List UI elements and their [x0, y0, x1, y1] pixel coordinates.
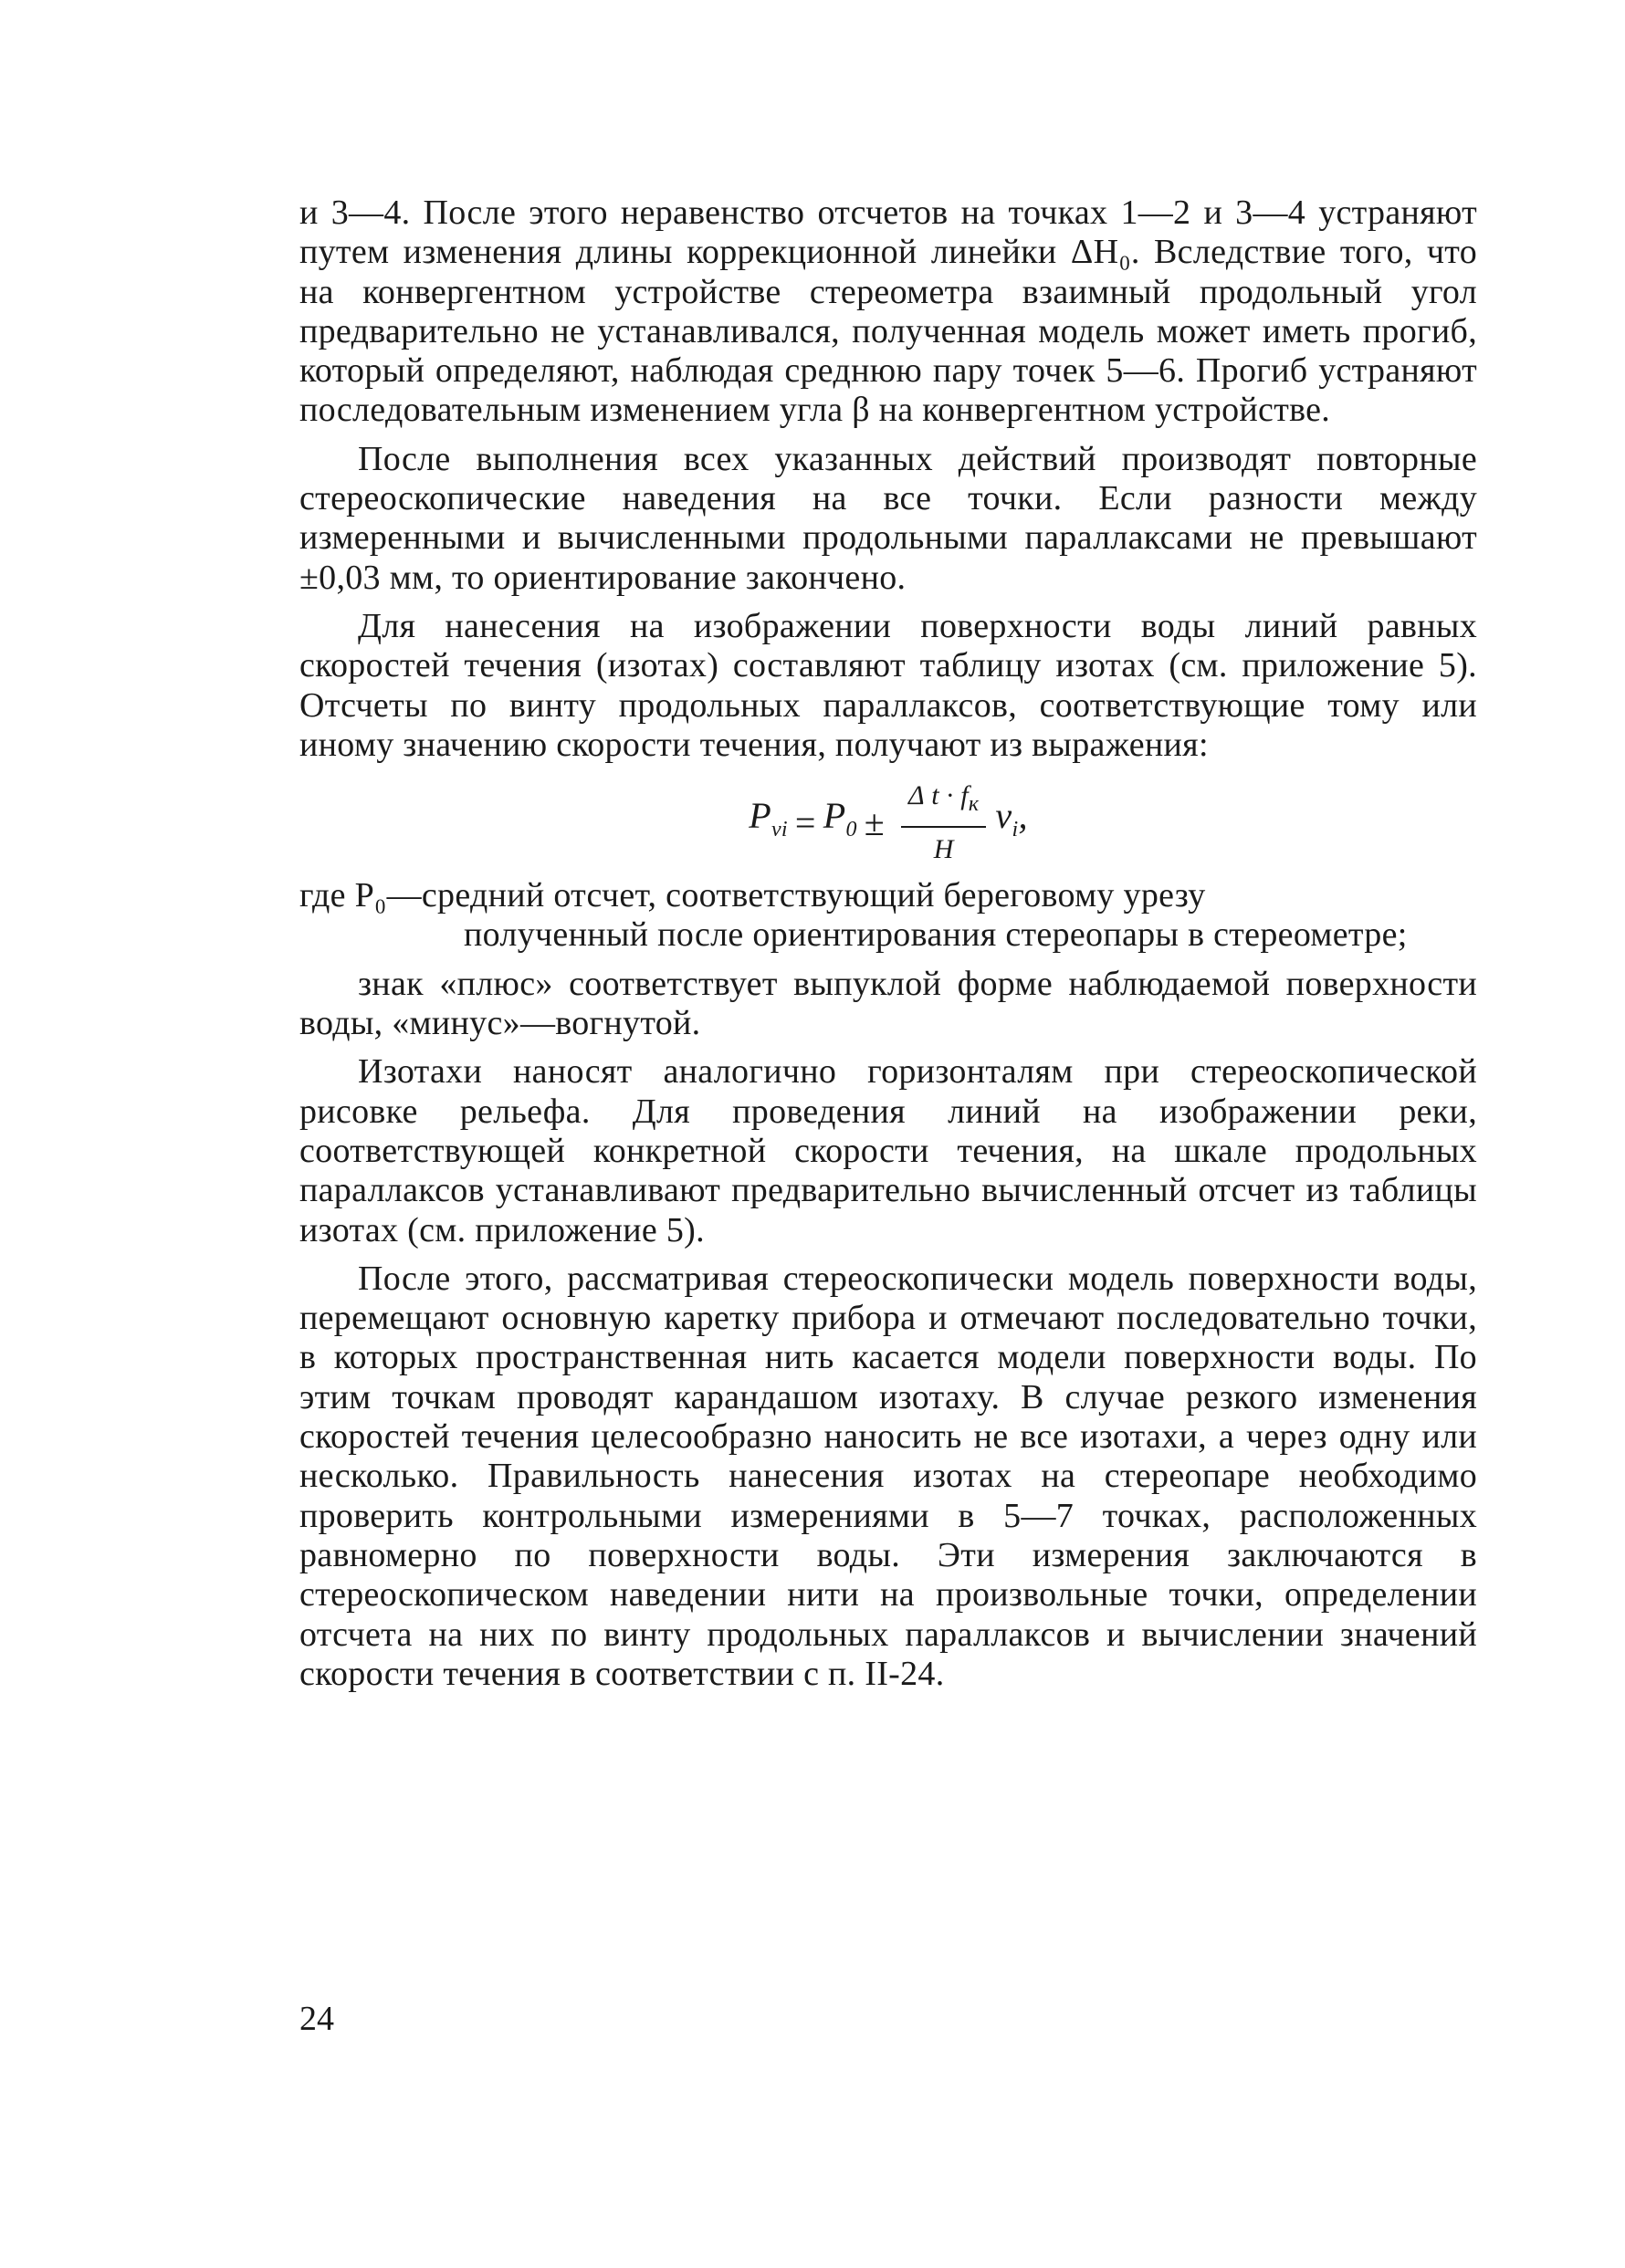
formula-p0: $P_0$ — [823, 794, 857, 841]
sign-note: знак «плюс» соответствует выпуклой форме наблюдаемой поверхности воды, «минус»—вогнутой. — [299, 964, 1477, 1043]
paragraph-1: и 3—4. После этого неравенство отсчетов на точках 1—2 и 3—4 устраняют путем изменения длины коррекционной линейки ΔH₀. Вследствие того, что на конвергентном устройстве стереометра взаимный продольный угол предварительно не устанавливался, полученная модель может иметь прогиб, который определяют, наблюдая среднюю пару точек 5—6. Прогиб устраняют последовательным изменением угла β на конвергентном устройстве. — [299, 193, 1477, 430]
formula-lhs: $P_{vi}$ — [749, 794, 788, 841]
formula-denominator: H — [933, 834, 954, 865]
where-continuation: полученный после ориентирования стереопары в стереометре; — [464, 915, 1408, 955]
page-number: 24 — [299, 2000, 334, 2038]
paragraph-2: После выполнения всех указанных действий производят повторные стереоскопические наведения на все точки. Если разности между измеренными и вычисленными продольными параллаксами не превышают ±0,03 мм, то ориентирование закончено. — [299, 439, 1477, 597]
formula-numerator: Δ $t \cdot f_к$ — [901, 776, 986, 828]
formula-velocity: $v_i$, — [995, 794, 1028, 841]
body-text — [299, 193, 1477, 1694]
formula-plus-minus: ± — [864, 801, 886, 843]
formula — [299, 772, 1477, 873]
formula-equals: = — [794, 801, 816, 843]
formula-fraction — [901, 776, 986, 870]
where-clause: где P₀—средний отсчет, соответствующий береговому урезу — [299, 876, 1206, 915]
paragraph-4: Изотахи наносят аналогично горизонталям при стереоскопической рисовке рельефа. Для проведения линий на изображении реки, соответствующей конкретной скорости течения, на шкале продольных параллаксов устанавливают предварительно вычисленный отсчет из таблицы изотах (см. приложение 5). — [299, 1052, 1477, 1249]
paragraph-5: После этого, рассматривая стереоскопически модель поверхности воды, перемещают основную каретку прибора и отмечают последовательно точки, в которых пространственная нить касается модели поверхности воды. По этим точкам проводят карандашом изотаху. В случае резкого изменения скоростей течения целесообразно наносить не все изотахи, а через одну или несколько. Правильность нанесения изотах на стереопаре необходимо проверить контрольными измерениями в 5—7 точках, расположенных равномерно по поверхности воды. Эти измерения заключаются в стереоскопическом наведении нити на произвольные точки, определении отсчета на них по винту продольных параллаксов и вычислении значений скорости течения в соответствии с п. II-24. — [299, 1259, 1477, 1693]
paragraph-3: Для нанесения на изображении поверхности воды линий равных скоростей течения (изотах) составляют таблицу изотах (см. приложение 5). Отсчеты по винту продольных параллаксов, соответствующие тому или иному значению скорости течения, получают из выражения: — [299, 606, 1477, 764]
